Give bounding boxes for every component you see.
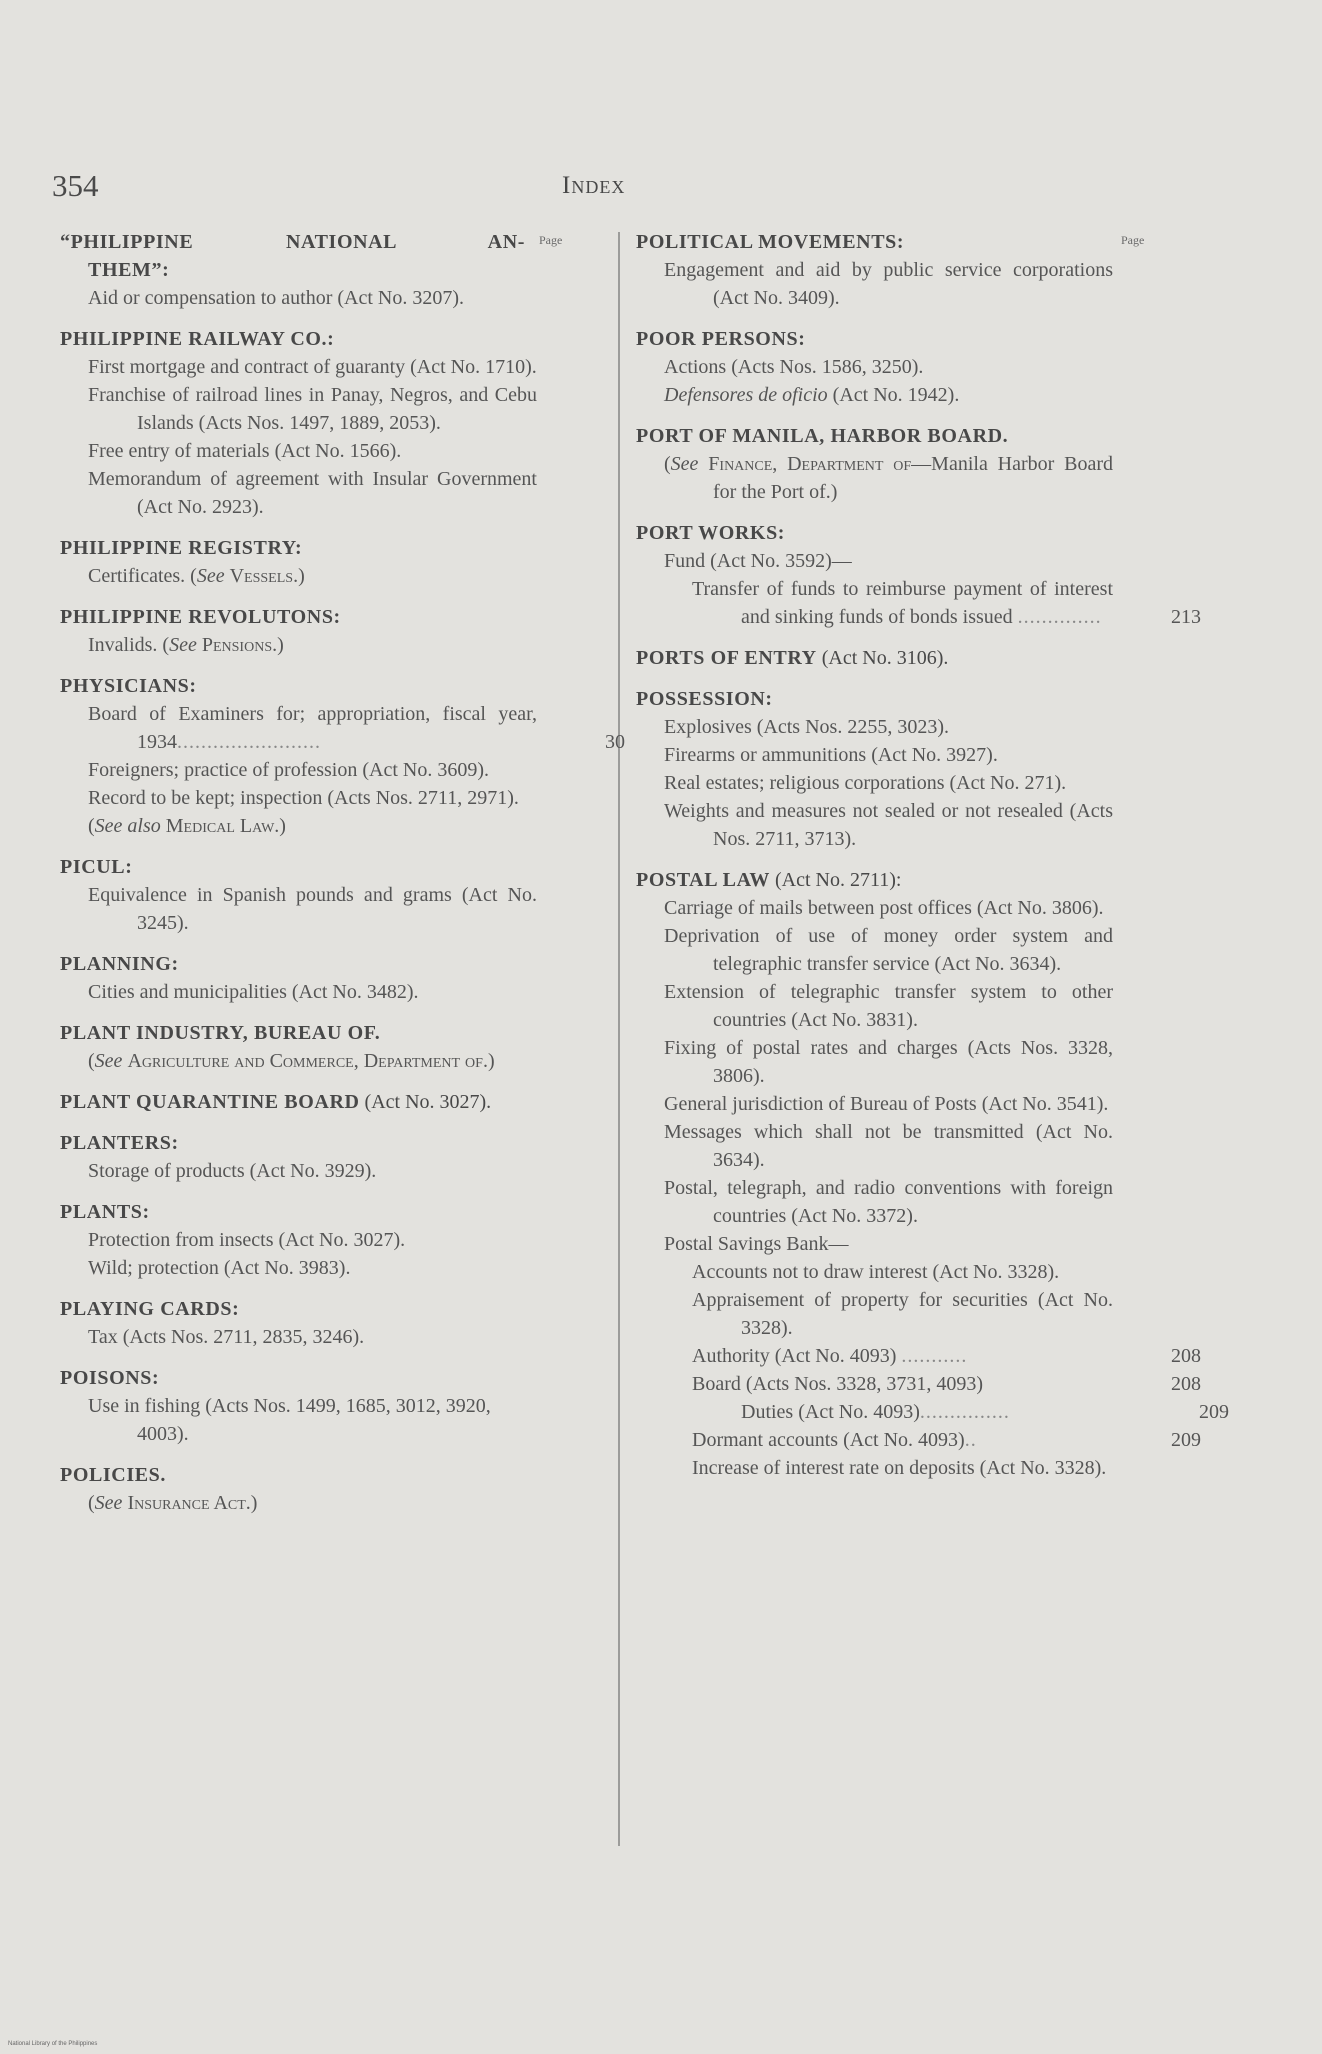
subentry: Actions (Acts Nos. 1586, 3250).	[664, 356, 924, 378]
entry-heading: PHILIPPINE RAILWAY CO.:	[60, 328, 335, 350]
entry-heading: PORT WORKS:	[636, 522, 786, 544]
subentry: Deprivation of use of money order system and telegraphic transfer service (Act No. 3634).	[664, 925, 1113, 975]
index-entry	[636, 685, 1171, 853]
subentry: Storage of products (Act No. 3929).	[88, 1160, 377, 1182]
page-column-label: Page	[1121, 233, 1145, 247]
index-entry	[60, 228, 615, 312]
index-entry	[636, 325, 1171, 409]
index-entry	[636, 866, 1229, 1482]
subentry: Board (Acts Nos. 3328, 3731, 4093) 208	[692, 1370, 1113, 1398]
subentry: Wild; protection (Act No. 3983).	[88, 1257, 351, 1279]
entry-heading: POLITICAL MOVEMENTS:	[636, 231, 905, 253]
subentry: Franchise of railroad lines in Panay, Negros, and Cebu Islands (Acts Nos. 1497, 1889, 2053).	[88, 384, 537, 434]
subentry: Extension of telegraphic transfer system to other countries (Act No. 3831).	[664, 981, 1113, 1031]
entry-heading: PLAYING CARDS:	[60, 1298, 240, 1320]
entry-heading: PLANTS:	[60, 1201, 150, 1223]
subentry: Defensores de oficio (Act No. 1942).	[664, 384, 960, 406]
page-reference: 208	[1171, 1345, 1201, 1367]
index-entry	[60, 1019, 615, 1075]
subentry: Weights and measures not sealed or not resealed (Acts Nos. 2711, 3713).	[664, 800, 1113, 850]
subentry: Postal Savings Bank—	[664, 1233, 849, 1255]
entry-heading: POISONS:	[60, 1367, 160, 1389]
subentry: (See Finance, Department of—Manila Harbor Board for the Port of.)	[664, 453, 1114, 503]
subentry: Authority (Act No. 4093) ........... 208	[692, 1342, 1113, 1370]
index-entry	[60, 1129, 615, 1185]
page-reference: 209	[1199, 1401, 1229, 1423]
entry-heading: PHYSICIANS:	[60, 675, 197, 697]
entry-heading: POSTAL LAW (Act No. 2711):	[636, 869, 902, 891]
subentry: (See Insurance Act.)	[88, 1492, 258, 1514]
subentry: Appraisement of property for securities (Act No. 3328).	[692, 1289, 1113, 1339]
entry-heading: PHILIPPINE REVOLUTONS:	[60, 606, 341, 628]
subentry: Certificates. (See Vessels.)	[88, 565, 305, 587]
subentry: Transfer of funds to reimburse payment of interest and sinking funds of bonds issued .............. 213	[692, 575, 1113, 631]
subentry: Dormant accounts (Act No. 4093).. 209	[692, 1426, 1113, 1454]
subentry: Tax (Acts Nos. 2711, 2835, 3246).	[88, 1326, 365, 1348]
subentry: Memorandum of agreement with Insular Government (Act No. 2923).	[88, 468, 537, 518]
running-head: Index	[562, 172, 626, 199]
subentry: Fund (Act No. 3592)—	[664, 550, 852, 572]
scan-credit: National Library of the Philippines	[8, 2041, 98, 2047]
subentry: First mortgage and contract of guaranty (Act No. 1710).	[88, 356, 537, 378]
subentry: Accounts not to draw interest (Act No. 3328).	[692, 1261, 1060, 1283]
page-header	[52, 168, 1082, 208]
index-entry	[60, 325, 615, 521]
subentry: Firearms or ammunitions (Act No. 3927).	[664, 744, 998, 766]
index-entry	[636, 644, 1171, 672]
subentry: Invalids. (See Pensions.)	[88, 634, 284, 656]
subentry: Postal, telegraph, and radio conventions with foreign countries (Act No. 3372).	[664, 1177, 1113, 1227]
index-entry	[60, 1295, 615, 1351]
subentry: Equivalence in Spanish pounds and grams (Act No. 3245).	[88, 884, 537, 934]
entry-heading: PORTS OF ENTRY (Act No. 3106).	[636, 647, 949, 669]
subentry: Messages which shall not be transmitted (Act No. 3634).	[664, 1121, 1113, 1171]
index-entry	[60, 1461, 615, 1517]
index-entry	[636, 422, 1171, 506]
subentry: (See Agriculture and Commerce, Department of.)	[88, 1050, 495, 1072]
index-entry	[60, 853, 615, 937]
page-number: 354	[52, 168, 99, 203]
entry-heading: PLANT INDUSTRY, BUREAU OF.	[60, 1022, 381, 1044]
subentry: Use in fishing (Acts Nos. 1499, 1685, 3012, 3920, 4003).	[88, 1395, 491, 1445]
subentry: General jurisdiction of Bureau of Posts (Act No. 3541).	[664, 1093, 1109, 1115]
subentry: Board of Examiners for; appropriation, fiscal year, 1934........................ 30	[88, 700, 537, 756]
subentry: Engagement and aid by public service corporations (Act No. 3409).	[664, 259, 1113, 309]
entry-heading: PHILIPPINE REGISTRY:	[60, 537, 303, 559]
index-column-right	[636, 228, 1229, 1495]
index-entry	[636, 228, 1171, 312]
subentry: Duties (Act No. 4093)............... 209	[692, 1398, 1141, 1426]
entry-heading: PLANT QUARANTINE BOARD (Act No. 3027).	[60, 1091, 492, 1113]
subentry: Aid or compensation to author (Act No. 3207).	[88, 287, 465, 309]
subentry: Cities and municipalities (Act No. 3482).	[88, 981, 419, 1003]
index-entry	[60, 672, 625, 840]
entry-heading: POLICIES.	[60, 1464, 166, 1486]
subentry: Real estates; religious corporations (Act No. 271).	[664, 772, 1067, 794]
index-entry	[60, 1198, 615, 1282]
page-reference: 213	[1171, 606, 1201, 628]
subentry: Foreigners; practice of profession (Act No. 3609).	[88, 759, 489, 781]
page-column-label: Page	[539, 233, 563, 247]
entry-heading: POSSESSION:	[636, 688, 773, 710]
entry-heading: POOR PERSONS:	[636, 328, 806, 350]
subentry: Carriage of mails between post offices (Act No. 3806).	[664, 897, 1104, 919]
subentry: (See also Medical Law.)	[88, 815, 286, 837]
subentry: Free entry of materials (Act No. 1566).	[88, 440, 402, 462]
entry-heading: PLANTERS:	[60, 1132, 179, 1154]
page-reference: 30	[605, 731, 625, 753]
index-entry	[636, 519, 1201, 631]
index-entry	[60, 603, 615, 659]
page-reference: 208	[1171, 1373, 1201, 1395]
entry-heading: PORT OF MANILA, HARBOR BOARD.	[636, 425, 1009, 447]
subentry: Protection from insects (Act No. 3027).	[88, 1229, 406, 1251]
subentry: Record to be kept; inspection (Acts Nos. 2711, 2971).	[88, 787, 519, 809]
subentry: Explosives (Acts Nos. 2255, 3023).	[664, 716, 949, 738]
subentry: Fixing of postal rates and charges (Acts Nos. 3328, 3806).	[664, 1037, 1113, 1087]
index-entry	[60, 1364, 615, 1448]
entry-heading: “PHILIPPINE NATIONAL AN- THEM”:	[60, 231, 525, 281]
entry-heading: PICUL:	[60, 856, 133, 878]
entry-heading: PLANNING:	[60, 953, 179, 975]
index-entry	[60, 534, 615, 590]
index-column-left	[60, 228, 625, 1530]
column-divider	[618, 232, 620, 1846]
index-entry	[60, 950, 615, 1006]
page-reference: 209	[1171, 1429, 1201, 1451]
index-entry	[60, 1088, 615, 1116]
subentry: Increase of interest rate on deposits (Act No. 3328).	[692, 1457, 1107, 1479]
